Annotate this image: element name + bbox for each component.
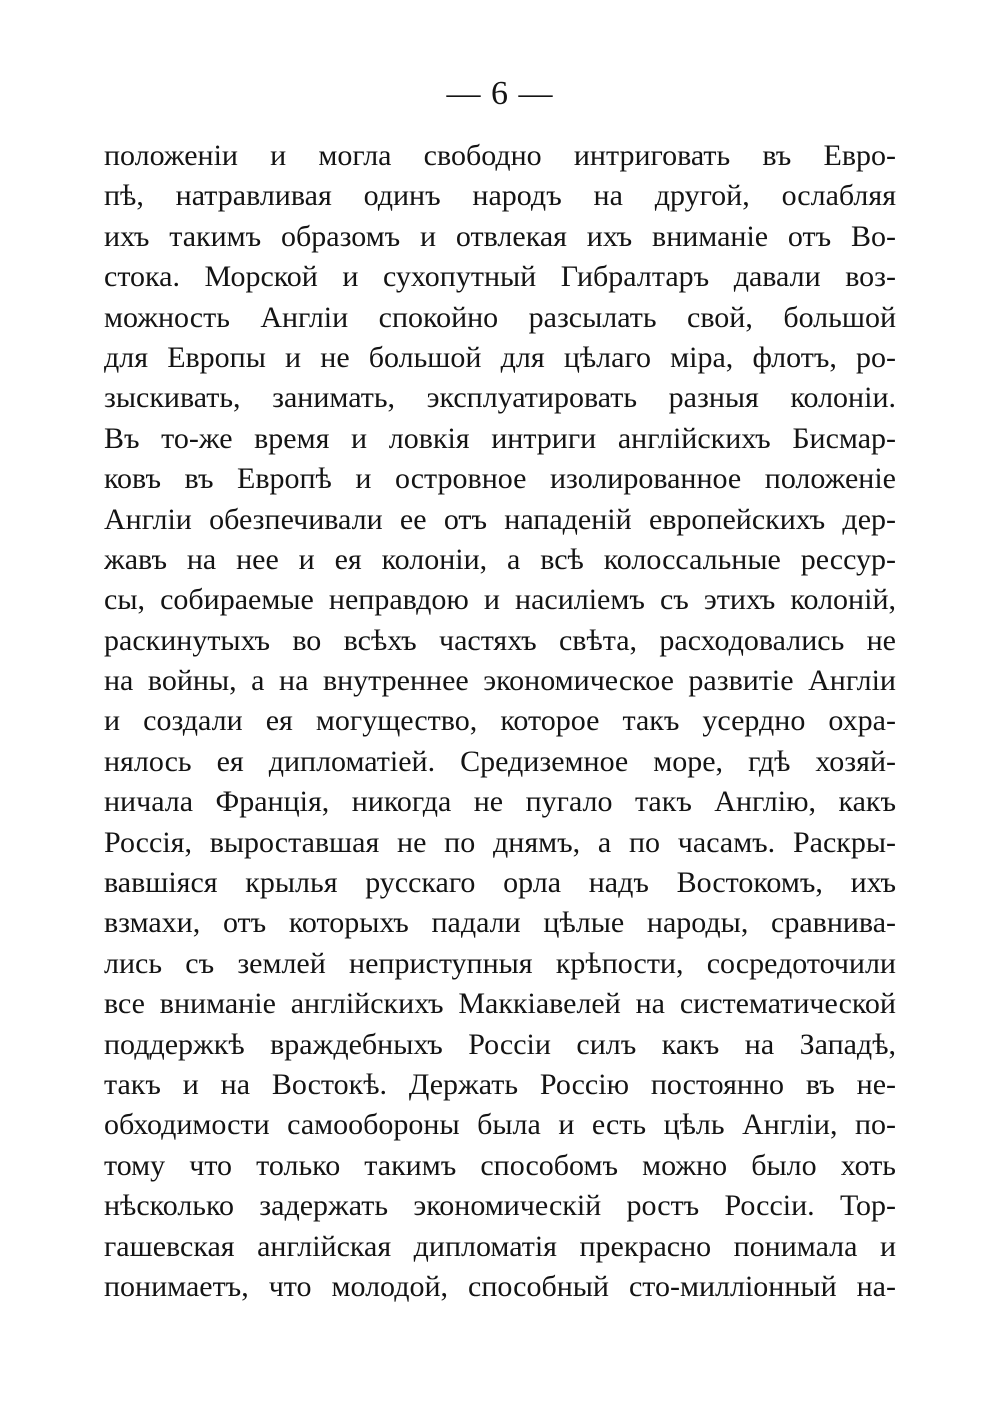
text-line: взмахи, отъ которыхъ падали цѣлые народы, сравнива- [104,906,896,940]
text-line: пѣ, натравливая одинъ народъ на другой, ослабляя [104,179,896,213]
text-line: такъ и на Востокѣ. Держать Россію постоянно въ не- [104,1067,896,1101]
text-line: зыскивать, занимать, эксплуатировать разныя колоніи. [104,381,896,415]
text-line: стока. Морской и сухопутный Гибралтаръ давали воз- [104,260,896,294]
text-line: ковъ въ Европѣ и островное изолированное положеніе [104,462,896,496]
text-line: понимаетъ, что молодой, способный сто-милліонный на- [104,1269,896,1303]
text-line: для Европы и не большой для цѣлаго міра, флотъ, ро- [104,340,896,374]
text-line: ихъ такимъ образомъ и отвлекая ихъ вниманіе отъ Во- [104,219,896,253]
text-line: жавъ на нее и ея колоніи, а всѣ колоссальные рессур- [104,542,896,576]
text-line: положеніи и могла свободно интриговать въ Евро- [104,139,896,172]
text-line: Россія, выроставшая не по днямъ, а по часамъ. Раскры- [104,825,896,859]
text-line: ничала Франція, никогда не пугало такъ Англію, какъ [104,785,896,819]
body-text [104,136,896,1307]
text-line: Въ то-же время и ловкія интриги англійскихъ Бисмар- [104,421,896,455]
page-number: — 6 — [446,75,554,112]
text-line: и создали ея могущество, которое такъ усердно охра- [104,704,896,738]
text-line: сы, собираемые неправдою и насиліемъ съ этихъ колоній, [104,583,896,617]
text-line: поддержкѣ враждебныхъ Россіи силъ какъ на Западѣ, [104,1027,896,1061]
text-line: гашевская англійская дипломатія прекрасно понимала и [104,1229,896,1263]
text-line: можность Англіи спокойно разсылать свой, большой [104,300,896,334]
text-line: обходимости самообороны была и есть цѣль Англіи, по- [104,1108,896,1142]
text-line: раскинутыхъ во всѣхъ частяхъ свѣта, расходовались не [104,623,896,657]
text-line: нѣсколько задержать экономическій ростъ Россіи. Тор- [104,1189,896,1223]
text-line: нялось ея дипломатіей. Средиземное море, гдѣ хозяй- [104,744,896,778]
text-line: тому что только такимъ способомъ можно было хоть [104,1148,896,1182]
text-line: лись съ землей неприступныя крѣпости, сосредоточили [104,946,896,980]
text-line: вавшіяся крылья русскаго орла надъ Востокомъ, ихъ [104,866,896,900]
text-line: на войны, а на внутреннее экономическое развитіе Англіи [104,664,896,698]
text-line: Англіи обезпечивали ее отъ нападеній европейскихъ дер- [104,502,896,536]
text-line: все вниманіе англійскихъ Маккіавелей на систематической [104,987,896,1021]
